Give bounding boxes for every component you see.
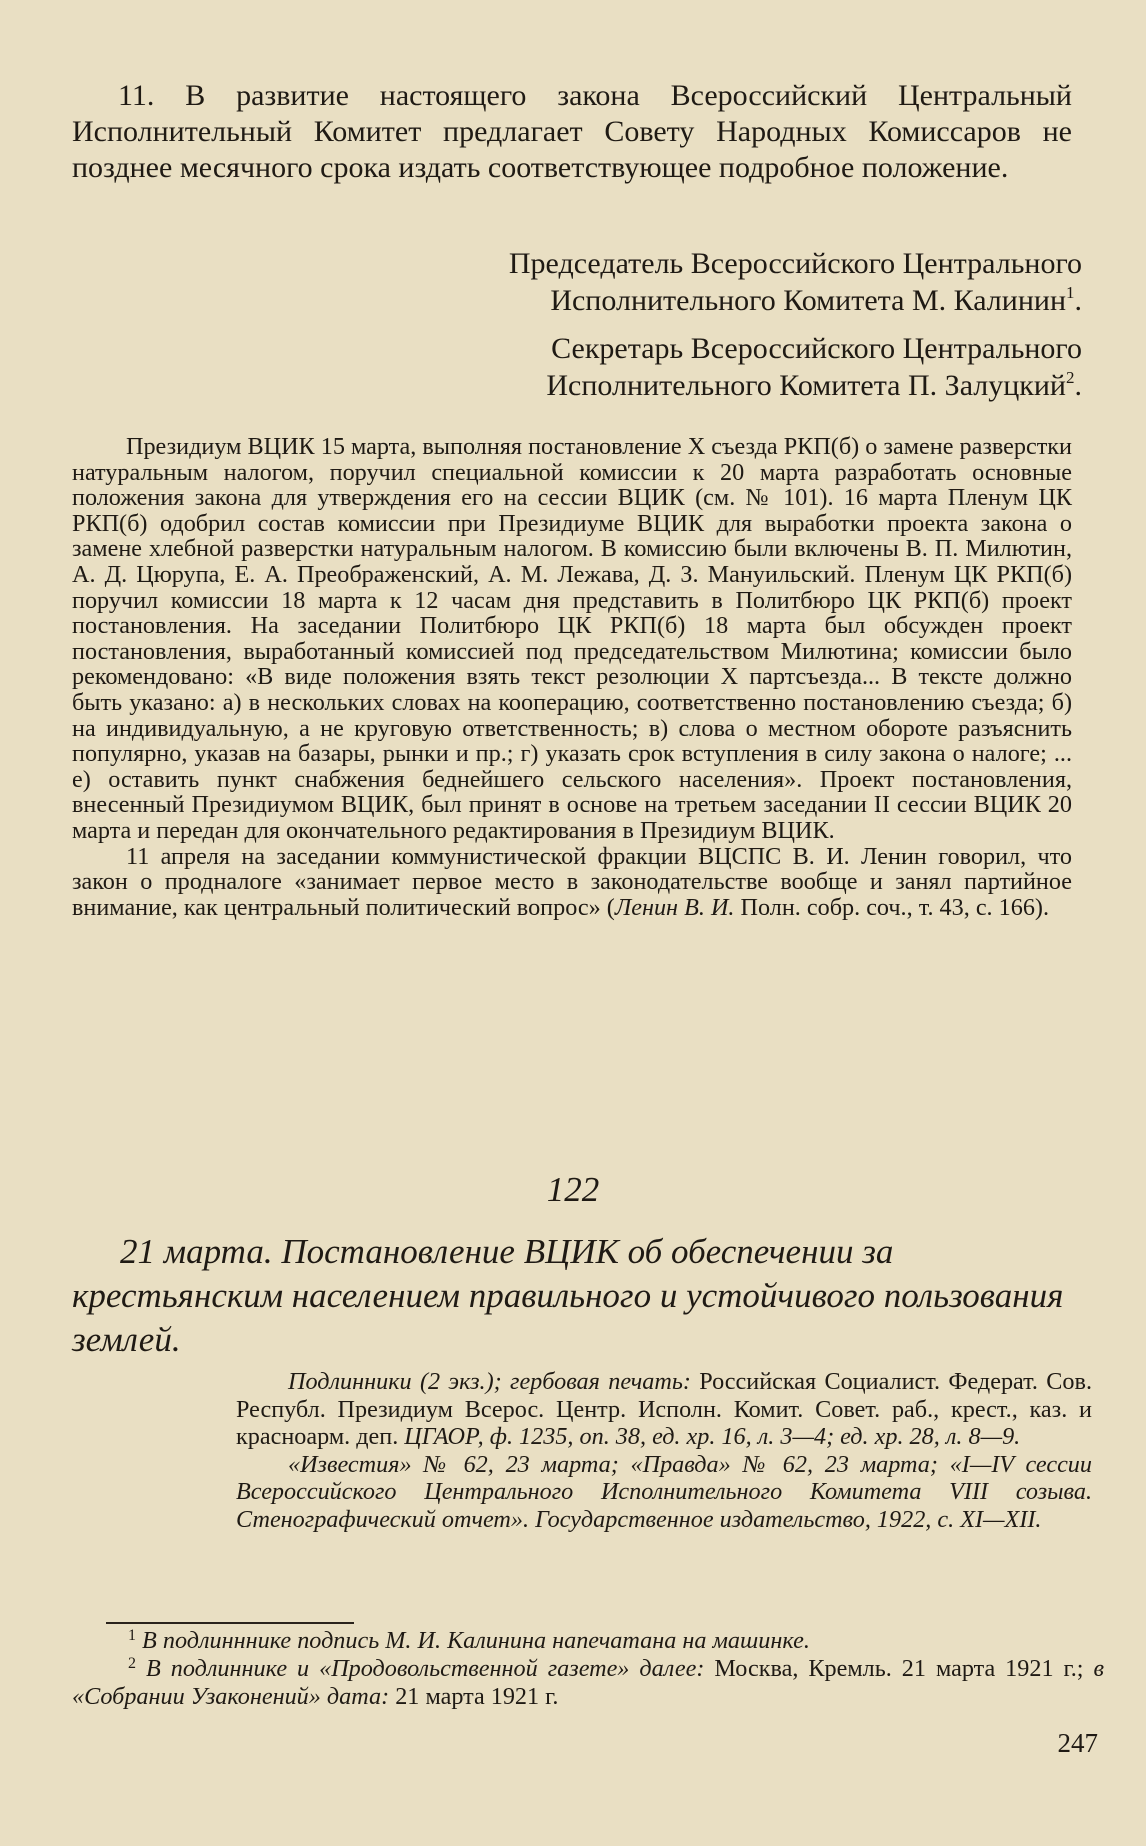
historical-note-paragraph-2: 11 апреля на заседании коммунистической фракции ВЦСПС В. И. Ленин говорил, что закон о продналоге «занимает первое место в законодательстве вообще и занял партийное внимание, как центральный политический вопрос» (Ленин В. И. Полн. собр. соч., т. 43, с. 166). (72, 842, 1072, 921)
document-number: 122 (546, 1170, 600, 1209)
footnote-1: $^1$ В подлинннике подпись М. И. Калинина напечатана на машинке. (128, 1627, 810, 1654)
source-note-publications: «Известия» № 62, 23 марта; «Правда» № 62, 23 марта; «I—IV сессии Всероссийского Центрального Исполнительного Комитета VIII созыва. Стенографический отчет». Государственное издательство, 1922, с. XI—XII. (236, 1450, 1092, 1533)
signature-secretary-line2: Исполнительного Комитета П. Залуцкий$^2$. (546, 368, 1082, 402)
document-title: 21 марта. Постановление ВЦИК об обеспечении за крестьянским населением правильного и устойчивого пользования землей. (72, 1232, 1064, 1359)
footnote-ref-2: 2 (1066, 368, 1075, 387)
article-11-text: 11. В развитие настоящего закона Всероссийский Центральный Исполнительный Комитет предлагает Совету Народных Комиссаров не позднее месячного срока издать соответствующее подробное положение. (72, 79, 1072, 184)
historical-note (72, 434, 1072, 920)
footnotes (72, 1627, 1104, 1711)
signature-chairman-line1: Председатель Всероссийского Центрального (508, 247, 1082, 280)
historical-note-paragraph-1: Президиум ВЦИК 15 марта, выполняя постановление X съезда РКП(б) о замене разверстки натуральным налогом, поручил специальной комиссии к 20 марта разработать основные положения закона для утверждения его на сессии ВЦИК (см. № 101). 16 марта Пленум ЦК РКП(б) одобрил состав комиссии при Президиуме ВЦИК для выработки проекта закона о замене хлебной разверстки натуральным налогом. В комиссию были включены В. П. Милютин, А. Д. Цюрупа, Е. А. Преображенский, А. М. Лежава, Д. З. Мануильский. Пленум ЦК РКП(б) поручил комиссии 18 марта к 12 часам дня представить в Политбюро ЦК РКП(б) проект постановления. На заседании Политбюро ЦК РКП(б) 18 марта был обсужден проект постановления, выработанный комиссией под председательством Милютина; комиссии было рекомендовано: «В виде положения взять текст резолюции X партсъезда... В тексте должно быть указано: а) в нескольких словах на кооперацию, соответственно постановлению съезда; б) на индивидуальную, а не круговую ответственность; в) слова о местном обороте разъяснить популярно, указав на базары, рынки и пр.; г) указать срок вступления в силу закона о налоге; ... е) оставить пункт снабжения беднейшего сельского населения». Проект постановления, внесенный Президиумом ВЦИК, был принят в основе на третьем заседании II сессии ВЦИК 20 марта и передан для окончательного редактирования в Президиум ВЦИК. (72, 433, 1072, 844)
signature-chairman-line2: Исполнительного Комитета М. Калинин$^1$. (550, 283, 1082, 317)
signature-secretary (546, 330, 1082, 404)
source-note-originals: Подлинники (2 экз.); гербовая печать: Российская Социалист. Федерат. Сов. Республ. Президиум Всерос. Центр. Исполн. Комит. Совет. раб., крест., каз. и красноарм. деп. ЦГАОР, ф. 1235, оп. 38, ед. хр. 16, л. 3—4; ед. хр. 28, л. 8—9. (236, 1368, 1092, 1450)
lenin-citation-author: Ленин В. И. (614, 893, 735, 921)
signature-secretary-line1: Секретарь Всероссийского Центрального (551, 332, 1082, 365)
footnote-ref-1: 1 (1066, 283, 1075, 302)
footnote-divider (106, 1622, 354, 1624)
article-11 (72, 78, 1072, 186)
page-number: 247 (1057, 1728, 1098, 1758)
footnote-2: $^2$ В подлиннике и «Продовольственной газете» далее: Москва, Кремль. 21 марта 1921 г.; в «Собрании Узаконений» дата: 21 марта 1921 г. (72, 1655, 1104, 1710)
signature-chairman (509, 245, 1082, 319)
source-notes (236, 1368, 1092, 1533)
